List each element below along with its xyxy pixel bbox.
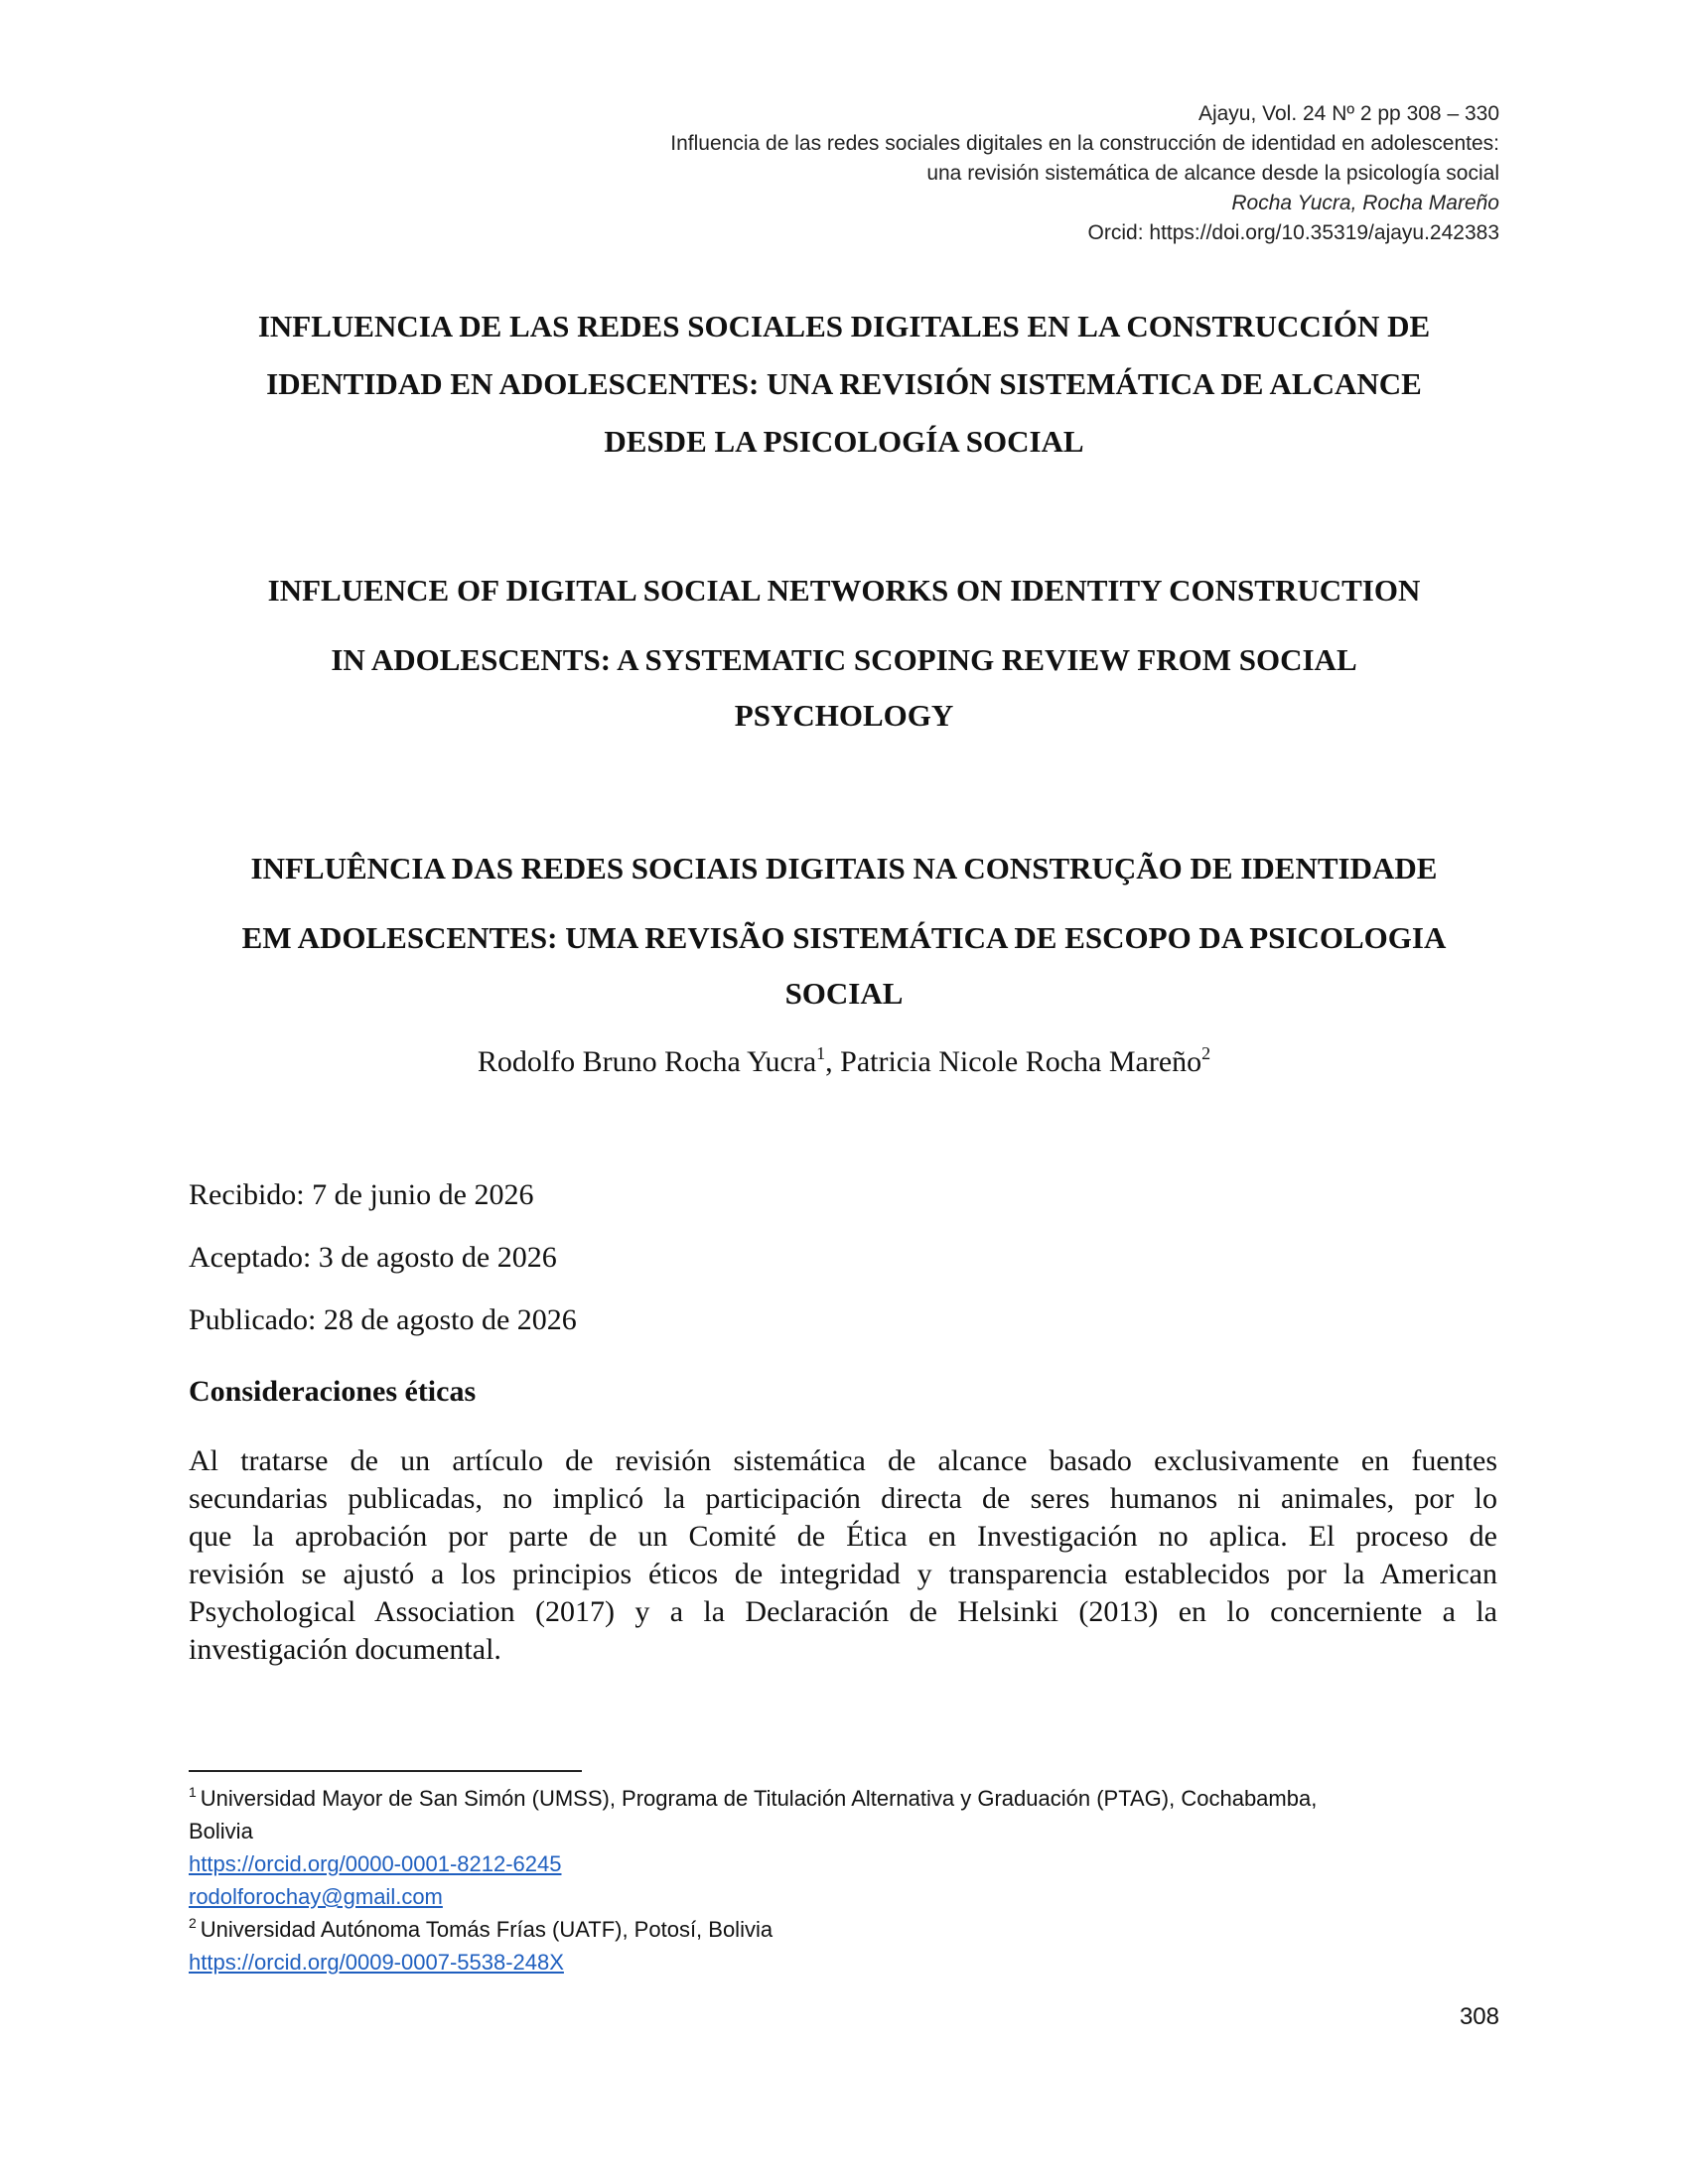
- title-portuguese-line: SOCIAL: [784, 976, 904, 1011]
- orcid-link-1[interactable]: https://orcid.org/0000-0001-8212-6245: [189, 1851, 562, 1876]
- ethics-line: Psychological Association (2017) y a la Declaración de Helsinki (2013) en lo concerniente a la: [189, 1595, 1497, 1628]
- ethics-line: que la aprobación por parte de un Comité de Ética en Investigación no aplica. El proceso de: [189, 1520, 1497, 1553]
- running-title-line-1: Influencia de las redes sociales digitales en la construcción de identidad en adolescentes:: [670, 132, 1499, 155]
- footnote-2-affiliation: Universidad Autónoma Tomás Frías (UATF), Potosí, Bolivia: [200, 1917, 774, 1942]
- published-date: Publicado: 28 de agosto de 2026: [189, 1303, 577, 1336]
- accepted-date: Aceptado: 3 de agosto de 2026: [189, 1241, 557, 1274]
- affiliation-marker: 2: [1201, 1043, 1211, 1063]
- title-english-line: IN ADOLESCENTS: A SYSTEMATIC SCOPING REVIEW FROM SOCIAL: [331, 642, 1357, 677]
- title-english-line: INFLUENCE OF DIGITAL SOCIAL NETWORKS ON IDENTITY CONSTRUCTION: [267, 573, 1421, 608]
- title-spanish-line: INFLUENCIA DE LAS REDES SOCIALES DIGITALES EN LA CONSTRUCCIÓN DE: [257, 309, 1431, 343]
- title-english-line: PSYCHOLOGY: [734, 698, 954, 733]
- ethics-line: revisión se ajustó a los principios éticos de integridad y transparencia establecidos por la American: [189, 1558, 1497, 1590]
- author-separator: ,: [825, 1045, 841, 1078]
- footnote-1-country: Bolivia: [189, 1819, 253, 1843]
- footnote-2: [189, 1913, 1499, 1946]
- running-header: [308, 99, 1499, 248]
- ethics-heading: Consideraciones éticas: [189, 1375, 477, 1408]
- author-line: [189, 1042, 1499, 1082]
- ethics-line: investigación documental.: [189, 1633, 501, 1666]
- orcid-link-2[interactable]: https://orcid.org/0009-0007-5538-248X: [189, 1950, 564, 1975]
- footnote-1-affiliation: Universidad Mayor de San Simón (UMSS), Programa de Titulación Alternativa y Graduación (PTAG), Cochabamba,: [200, 1786, 1318, 1811]
- email-link[interactable]: rodolforochay@gmail.com: [189, 1884, 443, 1909]
- title-spanish-line: IDENTIDAD EN ADOLESCENTES: UNA REVISIÓN SISTEMÁTICA DE ALCANCE: [266, 366, 1422, 401]
- journal-citation: Ajayu, Vol. 24 Nº 2 pp 308 – 330: [1197, 102, 1499, 125]
- doi-text: Orcid: https://doi.org/10.35319/ajayu.242383: [1087, 221, 1499, 244]
- ethics-paragraph: [189, 1442, 1497, 1669]
- publication-dates: [189, 1163, 577, 1351]
- running-authors: Rocha Yucra, Rocha Mareño: [1231, 192, 1499, 214]
- title-portuguese-line: INFLUÊNCIA DAS REDES SOCIAIS DIGITAIS NA CONSTRUÇÃO DE IDENTIDADE: [250, 851, 1438, 886]
- footnotes: [189, 1782, 1499, 1979]
- ethics-line: secundarias publicadas, no implicó la participación directa de seres humanos ni animales, por lo: [189, 1482, 1497, 1515]
- footnote-1: [189, 1782, 1499, 1815]
- affiliation-marker: 1: [816, 1043, 826, 1063]
- received-date: Recibido: 7 de junio de 2026: [189, 1178, 534, 1211]
- title-spanish: [189, 298, 1499, 471]
- title-portuguese: [189, 834, 1499, 1028]
- author-name: Patricia Nicole Rocha Mareño: [840, 1045, 1202, 1078]
- page-number: 308: [1459, 2003, 1499, 2030]
- ethics-line: Al tratarse de un artículo de revisión sistemática de alcance basado exclusivamente en fuentes: [189, 1444, 1497, 1477]
- footnote-separator: [189, 1770, 582, 1772]
- title-english: [189, 556, 1499, 751]
- author-name: Rodolfo Bruno Rocha Yucra: [477, 1045, 817, 1078]
- title-spanish-line: DESDE LA PSICOLOGÍA SOCIAL: [604, 424, 1084, 459]
- title-portuguese-line: EM ADOLESCENTES: UMA REVISÃO SISTEMÁTICA DE ESCOPO DA PSICOLOGIA: [241, 920, 1447, 955]
- running-title-line-2: una revisión sistemática de alcance desde la psicología social: [926, 162, 1499, 185]
- footnote-marker: 1: [189, 1784, 197, 1800]
- footnote-marker: 2: [189, 1915, 197, 1931]
